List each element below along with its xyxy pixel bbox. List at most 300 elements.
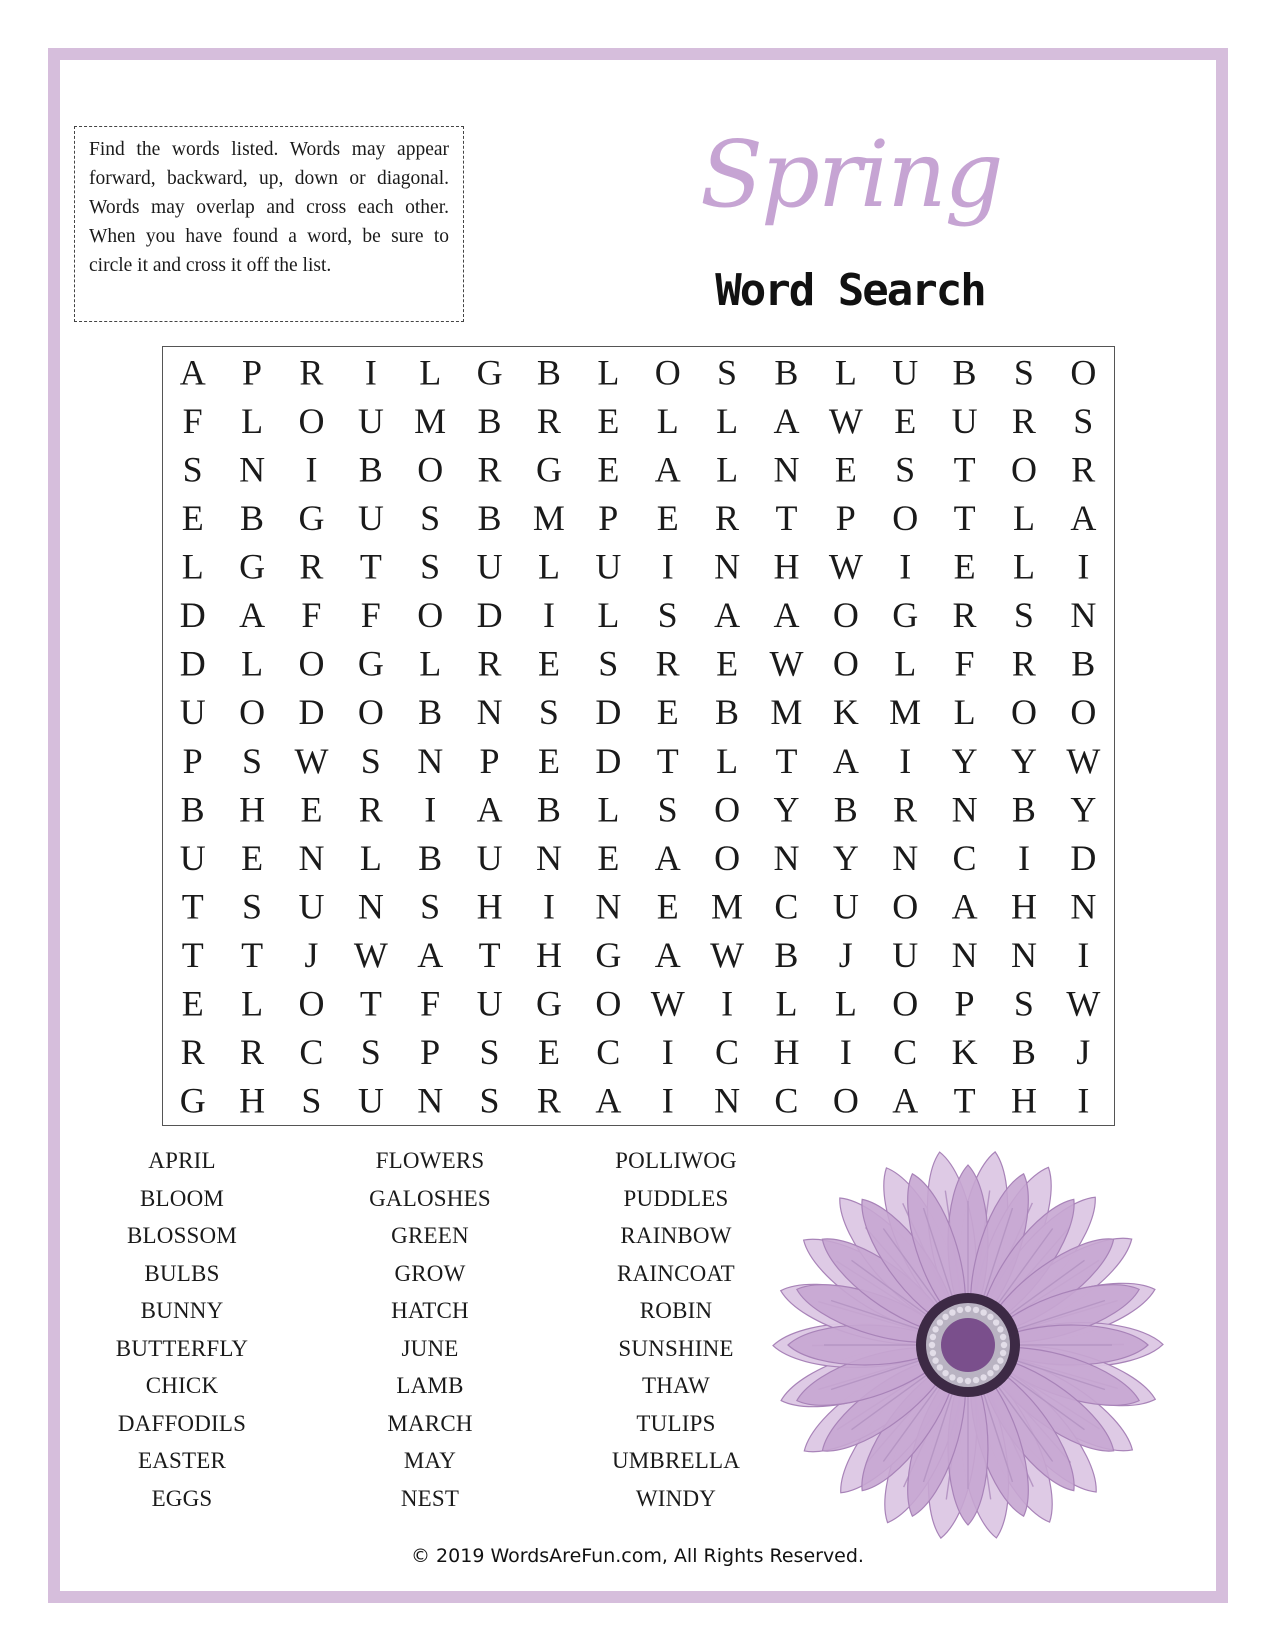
grid-letter: J bbox=[838, 935, 853, 976]
word-list-item: WINDY bbox=[635, 1485, 717, 1511]
word-list-item: GREEN bbox=[391, 1223, 469, 1248]
grid-letter: Y bbox=[1010, 740, 1037, 781]
grid-letter: W bbox=[769, 643, 804, 684]
grid-letter: A bbox=[654, 837, 681, 878]
grid-letter: F bbox=[360, 595, 381, 636]
grid-letter: E bbox=[241, 837, 264, 878]
grid-letter: O bbox=[298, 983, 325, 1024]
word-list-item: GROW bbox=[394, 1260, 466, 1286]
grid-letter: S bbox=[1013, 595, 1034, 636]
grid-letter: U bbox=[298, 886, 325, 927]
grid-letter: U bbox=[357, 497, 384, 538]
grid-letter: W bbox=[650, 983, 685, 1024]
grid-letter: A bbox=[1070, 497, 1097, 538]
grid-letter: L bbox=[597, 352, 620, 393]
grid-letter: S bbox=[538, 692, 559, 733]
grid-letter: K bbox=[951, 1032, 978, 1073]
grid-letter: Y bbox=[832, 837, 859, 878]
grid-letter: B bbox=[833, 789, 858, 830]
grid-letter: O bbox=[832, 643, 859, 684]
grid-letter: S bbox=[420, 497, 441, 538]
grid-letter: E bbox=[181, 497, 204, 538]
grid-letter: S bbox=[1073, 400, 1094, 441]
grid-letter: O bbox=[417, 595, 444, 636]
grid-letter: S bbox=[1013, 352, 1034, 393]
grid-letter: R bbox=[180, 1032, 205, 1073]
grid-letter: N bbox=[298, 837, 325, 878]
grid-letter: L bbox=[241, 983, 264, 1024]
grid-letter: S bbox=[182, 449, 203, 490]
grid-letter: N bbox=[239, 449, 266, 490]
grid-letter: R bbox=[240, 1032, 265, 1073]
flower-center bbox=[941, 1318, 995, 1372]
grid-letter: O bbox=[1070, 692, 1097, 733]
grid-letter: Y bbox=[1070, 789, 1097, 830]
grid-letter: R bbox=[655, 643, 680, 684]
grid-letter: C bbox=[774, 886, 799, 927]
grid-letter: R bbox=[299, 546, 324, 587]
grid-letter: F bbox=[182, 400, 203, 441]
grid-letter: M bbox=[711, 886, 744, 927]
grid-letter: R bbox=[1071, 449, 1096, 490]
grid-letter: L bbox=[359, 837, 382, 878]
grid-letter: B bbox=[715, 692, 740, 733]
grid-letter: R bbox=[952, 595, 977, 636]
grid-letter: W bbox=[294, 740, 329, 781]
grid-letter: B bbox=[1011, 1032, 1036, 1073]
grid-letter: B bbox=[1011, 789, 1036, 830]
grid-letter: I bbox=[364, 352, 377, 393]
grid-letter: E bbox=[181, 983, 204, 1024]
grid-letter: I bbox=[542, 595, 555, 636]
grid-letter: G bbox=[298, 497, 325, 538]
grid-letter: L bbox=[537, 546, 560, 587]
grid-letter: S bbox=[657, 595, 678, 636]
grid-letter: B bbox=[418, 692, 443, 733]
grid-letter: A bbox=[832, 740, 859, 781]
grid-letter: R bbox=[299, 352, 324, 393]
grid-letter: R bbox=[358, 789, 383, 830]
word-list-item: BUTTERFLY bbox=[115, 1335, 249, 1361]
grid-letter: U bbox=[476, 983, 503, 1024]
grid-letter: S bbox=[895, 449, 916, 490]
grid-letter: I bbox=[661, 1080, 674, 1121]
grid-letter: E bbox=[656, 692, 679, 733]
grid-letter: C bbox=[596, 1032, 621, 1073]
grid-letter: O bbox=[892, 983, 919, 1024]
grid-letter: E bbox=[894, 400, 917, 441]
grid-letter: R bbox=[477, 449, 502, 490]
grid-letter: P bbox=[598, 497, 619, 538]
grid-letter: A bbox=[179, 352, 206, 393]
grid-letter: U bbox=[951, 400, 978, 441]
grid-letter: S bbox=[360, 1032, 381, 1073]
grid-letter: U bbox=[476, 837, 503, 878]
title-word-search: Word Search bbox=[715, 265, 985, 316]
grid-letter: I bbox=[721, 983, 734, 1024]
word-list-item: ROBIN bbox=[639, 1298, 713, 1323]
grid-letter: M bbox=[532, 497, 565, 538]
grid-letter: W bbox=[1066, 983, 1101, 1024]
grid-letter: O bbox=[1010, 449, 1037, 490]
grid-letter: L bbox=[181, 546, 204, 587]
grid-letter: B bbox=[240, 497, 265, 538]
grid-letter: G bbox=[595, 935, 622, 976]
grid-letter: S bbox=[360, 740, 381, 781]
grid-letter: P bbox=[420, 1032, 441, 1073]
daisy-flower-illustration bbox=[748, 1125, 1188, 1565]
flower-pollen-dot bbox=[942, 1370, 948, 1376]
grid-letter: G bbox=[535, 449, 562, 490]
grid-letter: I bbox=[424, 789, 437, 830]
grid-letter: S bbox=[598, 643, 619, 684]
grid-letter: O bbox=[892, 497, 919, 538]
grid-letter: G bbox=[179, 1080, 206, 1121]
grid-letter: D bbox=[298, 692, 325, 733]
flower-pollen-dot bbox=[980, 1374, 986, 1380]
grid-letter: T bbox=[478, 935, 501, 976]
grid-letter: K bbox=[832, 692, 859, 733]
grid-letter: L bbox=[419, 352, 442, 393]
grid-letter: T bbox=[656, 740, 679, 781]
grid-letter: U bbox=[892, 352, 919, 393]
word-list-item: MARCH bbox=[387, 1410, 473, 1436]
flower-pollen-dot bbox=[937, 1364, 943, 1370]
grid-letter: B bbox=[774, 935, 799, 976]
word-list-item: EGGS bbox=[151, 1485, 213, 1511]
grid-letter: O bbox=[832, 595, 859, 636]
word-list-item: BLOOM bbox=[139, 1185, 225, 1211]
grid-letter: W bbox=[353, 935, 388, 976]
word-list-item: BULBS bbox=[144, 1260, 220, 1286]
grid-letter: R bbox=[1011, 643, 1036, 684]
word-list-item: LAMB bbox=[396, 1373, 464, 1398]
flower-pollen-dot bbox=[949, 1374, 955, 1380]
grid-letter: W bbox=[828, 546, 863, 587]
word-list-item: PUDDLES bbox=[623, 1185, 729, 1211]
grid-letter: J bbox=[1076, 1032, 1091, 1073]
grid-letter: L bbox=[241, 400, 264, 441]
flower-pollen-dot bbox=[987, 1314, 993, 1320]
grid-letter: W bbox=[710, 935, 745, 976]
grid-letter: L bbox=[419, 643, 442, 684]
word-list-item: UMBRELLA bbox=[611, 1448, 741, 1473]
grid-letter: D bbox=[1070, 837, 1097, 878]
title-spring: Spring bbox=[700, 121, 1002, 228]
grid-letter: T bbox=[181, 886, 204, 927]
grid-letter: E bbox=[537, 1032, 560, 1073]
grid-letter: I bbox=[899, 740, 912, 781]
flower-pollen-dot bbox=[993, 1319, 999, 1325]
grid-letter: H bbox=[476, 886, 503, 927]
grid-letter: L bbox=[953, 692, 976, 733]
grid-letter: C bbox=[715, 1032, 740, 1073]
grid-letter: N bbox=[417, 1080, 444, 1121]
grid-letter: G bbox=[239, 546, 266, 587]
grid-letter: D bbox=[595, 692, 622, 733]
flower-pollen-dot bbox=[942, 1314, 948, 1320]
grid-letter: U bbox=[357, 400, 384, 441]
grid-letter: C bbox=[952, 837, 977, 878]
grid-letter: A bbox=[595, 1080, 622, 1121]
grid-letter: Y bbox=[951, 740, 978, 781]
word-list-item: THAW bbox=[642, 1373, 710, 1398]
word-list-item: RAINBOW bbox=[620, 1223, 732, 1248]
flower-pollen-dot bbox=[929, 1342, 935, 1348]
grid-letter: W bbox=[1066, 740, 1101, 781]
flower-pollen-dot bbox=[987, 1370, 993, 1376]
grid-letter: E bbox=[537, 740, 560, 781]
word-list-item: TULIPS bbox=[636, 1410, 716, 1436]
word-list-item: FLOWERS bbox=[375, 1148, 485, 1173]
grid-letter: U bbox=[832, 886, 859, 927]
flower-pollen-dot bbox=[930, 1334, 936, 1340]
grid-letter: S bbox=[420, 546, 441, 587]
grid-letter: T bbox=[953, 1080, 976, 1121]
grid-letter: B bbox=[536, 789, 561, 830]
grid-letter: A bbox=[476, 789, 503, 830]
grid-letter: N bbox=[476, 692, 503, 733]
grid-letter: P bbox=[954, 983, 975, 1024]
grid-letter: A bbox=[951, 886, 978, 927]
grid-letter: D bbox=[179, 595, 206, 636]
instructions-box: Find the words listed. Words may appear forward, backward, up, down or diagonal. Words may overlap and cross each other. When you have found a word, be sure to circle it and cross it off the list. bbox=[74, 126, 464, 322]
grid-letter: I bbox=[839, 1032, 852, 1073]
grid-letter: H bbox=[239, 1080, 266, 1121]
grid-letter: B bbox=[536, 352, 561, 393]
flower-pollen-dot bbox=[1000, 1334, 1006, 1340]
grid-letter: I bbox=[1077, 1080, 1090, 1121]
grid-letter: G bbox=[535, 983, 562, 1024]
word-list-item: JUNE bbox=[401, 1335, 459, 1361]
grid-letter: I bbox=[1017, 837, 1030, 878]
grid-letter: E bbox=[656, 497, 679, 538]
grid-letter: C bbox=[893, 1032, 918, 1073]
grid-letter: A bbox=[714, 595, 741, 636]
grid-letter: L bbox=[1012, 546, 1035, 587]
grid-letter: O bbox=[654, 352, 681, 393]
word-list-column-2 bbox=[310, 1142, 550, 1517]
grid-letter: I bbox=[542, 886, 555, 927]
word-list-item: GALOSHES bbox=[369, 1185, 491, 1211]
word-list-item: APRIL bbox=[148, 1148, 216, 1173]
flower-pollen-dot bbox=[997, 1357, 1003, 1363]
grid-letter: I bbox=[1077, 546, 1090, 587]
grid-letter: O bbox=[714, 837, 741, 878]
flower-pollen-dot bbox=[1001, 1342, 1007, 1348]
grid-letter: R bbox=[536, 400, 561, 441]
word-list-item: BLOSSOM bbox=[126, 1223, 238, 1248]
grid-letter: A bbox=[773, 595, 800, 636]
grid-letter: A bbox=[654, 449, 681, 490]
grid-letter: T bbox=[359, 983, 382, 1024]
word-list-item: NEST bbox=[400, 1485, 460, 1511]
flower-pollen-dot bbox=[973, 1377, 979, 1383]
grid-letter: O bbox=[714, 789, 741, 830]
grid-letter: L bbox=[597, 595, 620, 636]
grid-letter: E bbox=[953, 546, 976, 587]
grid-letter: O bbox=[357, 692, 384, 733]
grid-letter: N bbox=[1010, 935, 1037, 976]
flower-pollen-dot bbox=[965, 1306, 971, 1312]
grid-letter: F bbox=[301, 595, 322, 636]
grid-letter: S bbox=[242, 740, 263, 781]
grid-letter: I bbox=[305, 449, 318, 490]
grid-letter: J bbox=[304, 935, 319, 976]
grid-letter: H bbox=[239, 789, 266, 830]
copyright-notice: © 2019 WordsAreFun.com, All Rights Reserved. bbox=[411, 1545, 864, 1567]
flower-pollen-dot bbox=[1000, 1350, 1006, 1356]
grid-letter: O bbox=[1070, 352, 1097, 393]
grid-letter: S bbox=[717, 352, 738, 393]
grid-letter: N bbox=[1070, 595, 1097, 636]
grid-letter: U bbox=[357, 1080, 384, 1121]
flower-pollen-dot bbox=[930, 1350, 936, 1356]
grid-letter: D bbox=[595, 740, 622, 781]
grid-letter: H bbox=[535, 935, 562, 976]
word-list-item: BUNNY bbox=[140, 1298, 224, 1323]
word-list-item: RAINCOAT bbox=[617, 1260, 735, 1286]
grid-letter: L bbox=[597, 789, 620, 830]
grid-letter: O bbox=[832, 1080, 859, 1121]
flower-pollen-dot bbox=[932, 1357, 938, 1363]
grid-letter: S bbox=[301, 1080, 322, 1121]
grid-letter: O bbox=[298, 643, 325, 684]
grid-letter: B bbox=[774, 352, 799, 393]
grid-letter: L bbox=[716, 449, 739, 490]
grid-letter: S bbox=[1013, 983, 1034, 1024]
grid-letter: B bbox=[358, 449, 383, 490]
grid-letter: L bbox=[775, 983, 798, 1024]
flower-pollen-dot bbox=[932, 1326, 938, 1332]
grid-letter: G bbox=[476, 352, 503, 393]
grid-letter: R bbox=[477, 643, 502, 684]
grid-letter: N bbox=[892, 837, 919, 878]
grid-letter: N bbox=[951, 935, 978, 976]
flower-pollen-dot bbox=[973, 1307, 979, 1313]
grid-letter: T bbox=[775, 740, 798, 781]
grid-letter: U bbox=[179, 837, 206, 878]
grid-letter: N bbox=[535, 837, 562, 878]
grid-letter: D bbox=[476, 595, 503, 636]
word-list-column-1 bbox=[62, 1142, 302, 1517]
grid-letter: N bbox=[1070, 886, 1097, 927]
grid-letter: S bbox=[479, 1032, 500, 1073]
word-list-item: DAFFODILS bbox=[117, 1410, 247, 1436]
grid-letter: L bbox=[656, 400, 679, 441]
grid-letter: B bbox=[180, 789, 205, 830]
grid-letter: T bbox=[359, 546, 382, 587]
grid-letter: N bbox=[773, 449, 800, 490]
word-list-item: SUNSHINE bbox=[618, 1335, 734, 1361]
flower-pollen-dot bbox=[997, 1326, 1003, 1332]
letter-grid bbox=[162, 346, 1115, 1126]
grid-letter: E bbox=[656, 886, 679, 927]
grid-letter: T bbox=[953, 449, 976, 490]
grid-letter: A bbox=[417, 935, 444, 976]
grid-letter: H bbox=[773, 1032, 800, 1073]
grid-letter: A bbox=[892, 1080, 919, 1121]
grid-letter: E bbox=[597, 400, 620, 441]
grid-letter: R bbox=[893, 789, 918, 830]
grid-letter: R bbox=[536, 1080, 561, 1121]
grid-letter: H bbox=[1010, 1080, 1037, 1121]
word-list-item: POLLIWOG bbox=[615, 1148, 737, 1173]
grid-letter: N bbox=[773, 837, 800, 878]
grid-letter: H bbox=[773, 546, 800, 587]
grid-letter: N bbox=[595, 886, 622, 927]
grid-letter: L bbox=[716, 400, 739, 441]
grid-letter: C bbox=[774, 1080, 799, 1121]
word-list-item: MAY bbox=[403, 1448, 457, 1473]
grid-letter: E bbox=[716, 643, 739, 684]
grid-letter: B bbox=[477, 400, 502, 441]
grid-letter: A bbox=[773, 400, 800, 441]
grid-letter: O bbox=[298, 400, 325, 441]
grid-letter: U bbox=[179, 692, 206, 733]
grid-letter: I bbox=[661, 546, 674, 587]
grid-letter: E bbox=[597, 449, 620, 490]
grid-letter: H bbox=[1010, 886, 1037, 927]
letter-grid-svg bbox=[163, 347, 1113, 1124]
grid-letter: N bbox=[357, 886, 384, 927]
grid-letter: B bbox=[477, 497, 502, 538]
word-list-item: CHICK bbox=[145, 1373, 219, 1398]
grid-letter: B bbox=[1071, 643, 1096, 684]
grid-letter: N bbox=[951, 789, 978, 830]
grid-letter: T bbox=[953, 497, 976, 538]
grid-letter: I bbox=[1077, 935, 1090, 976]
grid-letter: M bbox=[770, 692, 803, 733]
flower-pollen-dot bbox=[937, 1319, 943, 1325]
grid-letter: B bbox=[418, 837, 443, 878]
flower-pollen-dot bbox=[993, 1364, 999, 1370]
grid-letter: L bbox=[894, 643, 917, 684]
flower-pollen-dot bbox=[957, 1307, 963, 1313]
grid-letter: P bbox=[242, 352, 263, 393]
flower-pollen-dot bbox=[957, 1377, 963, 1383]
grid-letter: N bbox=[714, 546, 741, 587]
grid-letter: S bbox=[242, 886, 263, 927]
grid-letter: B bbox=[952, 352, 977, 393]
grid-letter: N bbox=[417, 740, 444, 781]
grid-letter: U bbox=[476, 546, 503, 587]
grid-letter: S bbox=[420, 886, 441, 927]
grid-letter: O bbox=[239, 692, 266, 733]
grid-letter: U bbox=[595, 546, 622, 587]
grid-letter: A bbox=[239, 595, 266, 636]
grid-letter: U bbox=[892, 935, 919, 976]
grid-letter: M bbox=[889, 692, 922, 733]
grid-letter: I bbox=[661, 1032, 674, 1073]
grid-letter: R bbox=[715, 497, 740, 538]
grid-letter: Y bbox=[773, 789, 800, 830]
grid-letter: T bbox=[181, 935, 204, 976]
grid-letter: O bbox=[892, 886, 919, 927]
grid-letter: S bbox=[657, 789, 678, 830]
grid-letter: R bbox=[1011, 400, 1036, 441]
grid-letter: I bbox=[899, 546, 912, 587]
grid-letter: L bbox=[1012, 497, 1035, 538]
word-list-item: HATCH bbox=[391, 1298, 469, 1323]
word-list-item: EASTER bbox=[137, 1448, 227, 1473]
flower-pollen-dot bbox=[980, 1309, 986, 1315]
grid-letter: E bbox=[597, 837, 620, 878]
grid-letter: L bbox=[834, 983, 857, 1024]
grid-letter: F bbox=[420, 983, 441, 1024]
grid-letter: F bbox=[954, 643, 975, 684]
grid-letter: L bbox=[716, 740, 739, 781]
